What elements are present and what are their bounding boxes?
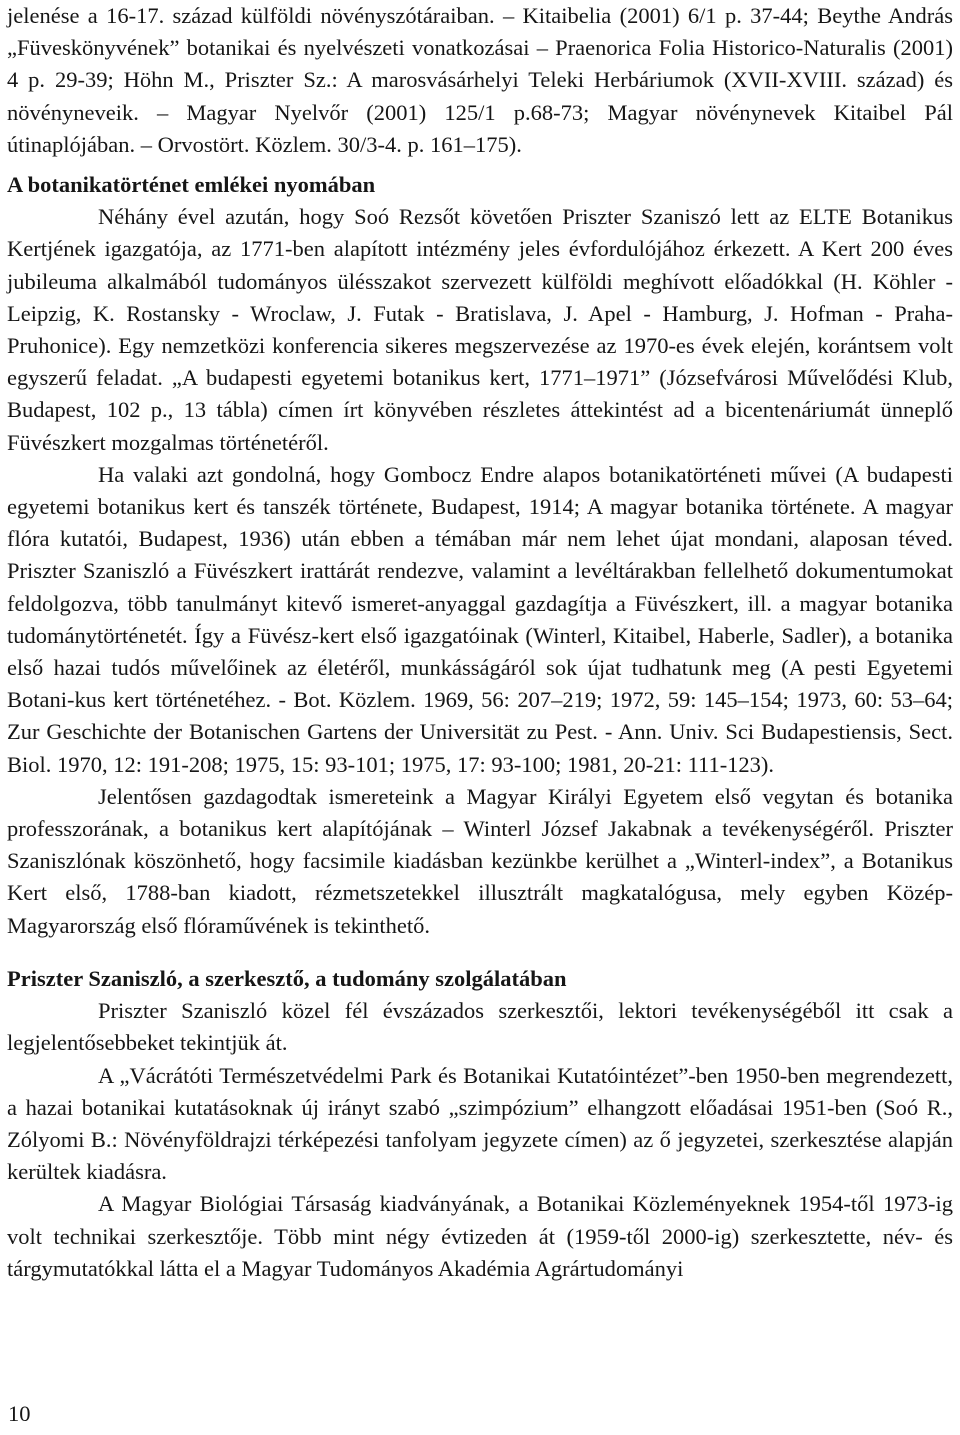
intro-paragraph: jelenése a 16-17. század külföldi növényszótáraiban. – Kitaibelia (2001) 6/1 p. 37-44; Beythe András „Füveskönyvének” botanikai és nyelvészeti vonatkozásai – Praenorica Folia Historico-Naturalis (2001) 4 p. 29-39; Höhn M., Priszter Sz.: A marosvásárhelyi Teleki Herbáriumok (XVII-XVIII. század) és növényneveik. – Magyar Nyelvőr (2001) 125/1 p.68-73; Magyar növénynevek Kitaibel Pál útinaplójában. – Orvostört. Közlem. 30/3-4. p. 161–175). [7,3,953,157]
spacer [7,161,953,169]
page-number: 10 [8,1401,31,1426]
body-paragraph: Jelentősen gazdagodtak ismereteink a Magyar Királyi Egyetem első vegytan és botanika professzorának, a botanikus kert alapítójának – Winterl József Jakabnak a tevékenységéről. Priszter Szaniszlónak köszönhető, hogy facsimile kiadásban kezünkbe kerülhet a „Winterl-index”, a Botanikus Kert első, 1788-ban kiadott, rézmetszetekkel illusztrált magkatalógusa, mely egyben Közép-Magyarország első flóraművének is tekinthető. [7,783,953,938]
body-paragraph: Priszter Szaniszló közel fél évszázados szerkesztői, lektori tevékenységéből itt csak a legjelentősebbeket tekintjük át. [7,998,953,1056]
document-page [7,0,953,1285]
section-heading-editor: Priszter Szaniszló, a szerkesztő, a tudomány szolgálatában [7,965,567,991]
body-paragraph: A Magyar Biológiai Társaság kiadványának, a Botanikai Közleményeknek 1954-től 1973-ig volt technikai szerkesztője. Több mint négy évtizeden át (1959-től 2000-ig) szerkesztette, név- és tárgymutatókkal látta el a Magyar Tudományos Akadémia Agrártudományi [7,1191,953,1281]
body-paragraph: A „Vácrátóti Természetvédelmi Park és Botanikai Kutatóintézet”-ben 1950-ben megrendezett, a hazai botanikai kutatásoknak új irányt szabó „szimpózium” elhangzott előadásai 1951-ben (Soó R., Zólyomi B.: Növényföldrajzi térképezési tanfolyam jegyzete címen) az ő jegyzetei, szerkesztése alapján kerültek kiadásra. [7,1062,953,1185]
body-paragraph: Néhány ével azután, hogy Soó Rezsőt követően Priszter Szaniszó lett az ELTE Botanikus Kertjének igazgatója, az 1771-ben alapított intézmény jeles évfordulójához érkezett. A Kert 200 éves jubileuma alkalmából tudományos ülésszakot szervezett külföldi meghívott előadókkal (H. Köhler - Leipzig, K. Rostansky - Wroclaw, J. Futak - Bratislava, J. Apel - Hamburg, J. Hofman - Praha-Pruhonice). Egy nemzetközi konferencia sikeres megszervezése az 1970-es évek elején, korántsem volt egyszerű feladat. „A budapesti egyetemi botanikus kert, 1771–1971” (Józsefvárosi Művelődési Klub, Budapest, 102 p., 13 tábla) címen írt könyvében részletes áttekintést ad a bicentenáriumát ünneplő Füvészkert mozgalmas történetéről. [7,204,953,455]
body-paragraph: Ha valaki azt gondolná, hogy Gombocz Endre alapos botanikatörténeti művei (A budapesti egyetemi botanikus kert és tanszék története, Budapest, 1914; A magyar botanika története. A magyar flóra kutatói, Budapest, 1936) után ebben a témában már nem lehet újat mondani, alaposan téved. Priszter Szaniszló a Füvészkert irattárát rendezve, valamint a levéltárakban fellelhető dokumentumokat feldolgozva, több tanulmányt kitevő ismeret-anyaggal gazdagítja a Füvészkert, ill. a magyar botanika tudománytörténetét. Így a Füvész-kert első igazgatóinak (Winterl, Kitaibel, Haberle, Sadler), a botanika első hazai tudós művelőinek az életéről, munkásságáról sok újat tudhatunk meg (A pesti Egyetemi Botani-kus kert történetéhez. - Bot. Közlem. 1969, 56: 207–219; 1972, 59: 145–154; 1973, 60: 53–64; Zur Geschichte der Botanischen Gartens der Universität zu Pest. - Ann. Univ. Sci Budapestiensis, Sect. Biol. 1970, 12: 191-208; 1975, 15: 93-101; 1975, 17: 93-100; 1981, 20-21: 111-123). [7,461,953,777]
spacer [7,942,953,963]
section-heading-history: A botanikatörténet emlékei nyomában [7,172,376,198]
